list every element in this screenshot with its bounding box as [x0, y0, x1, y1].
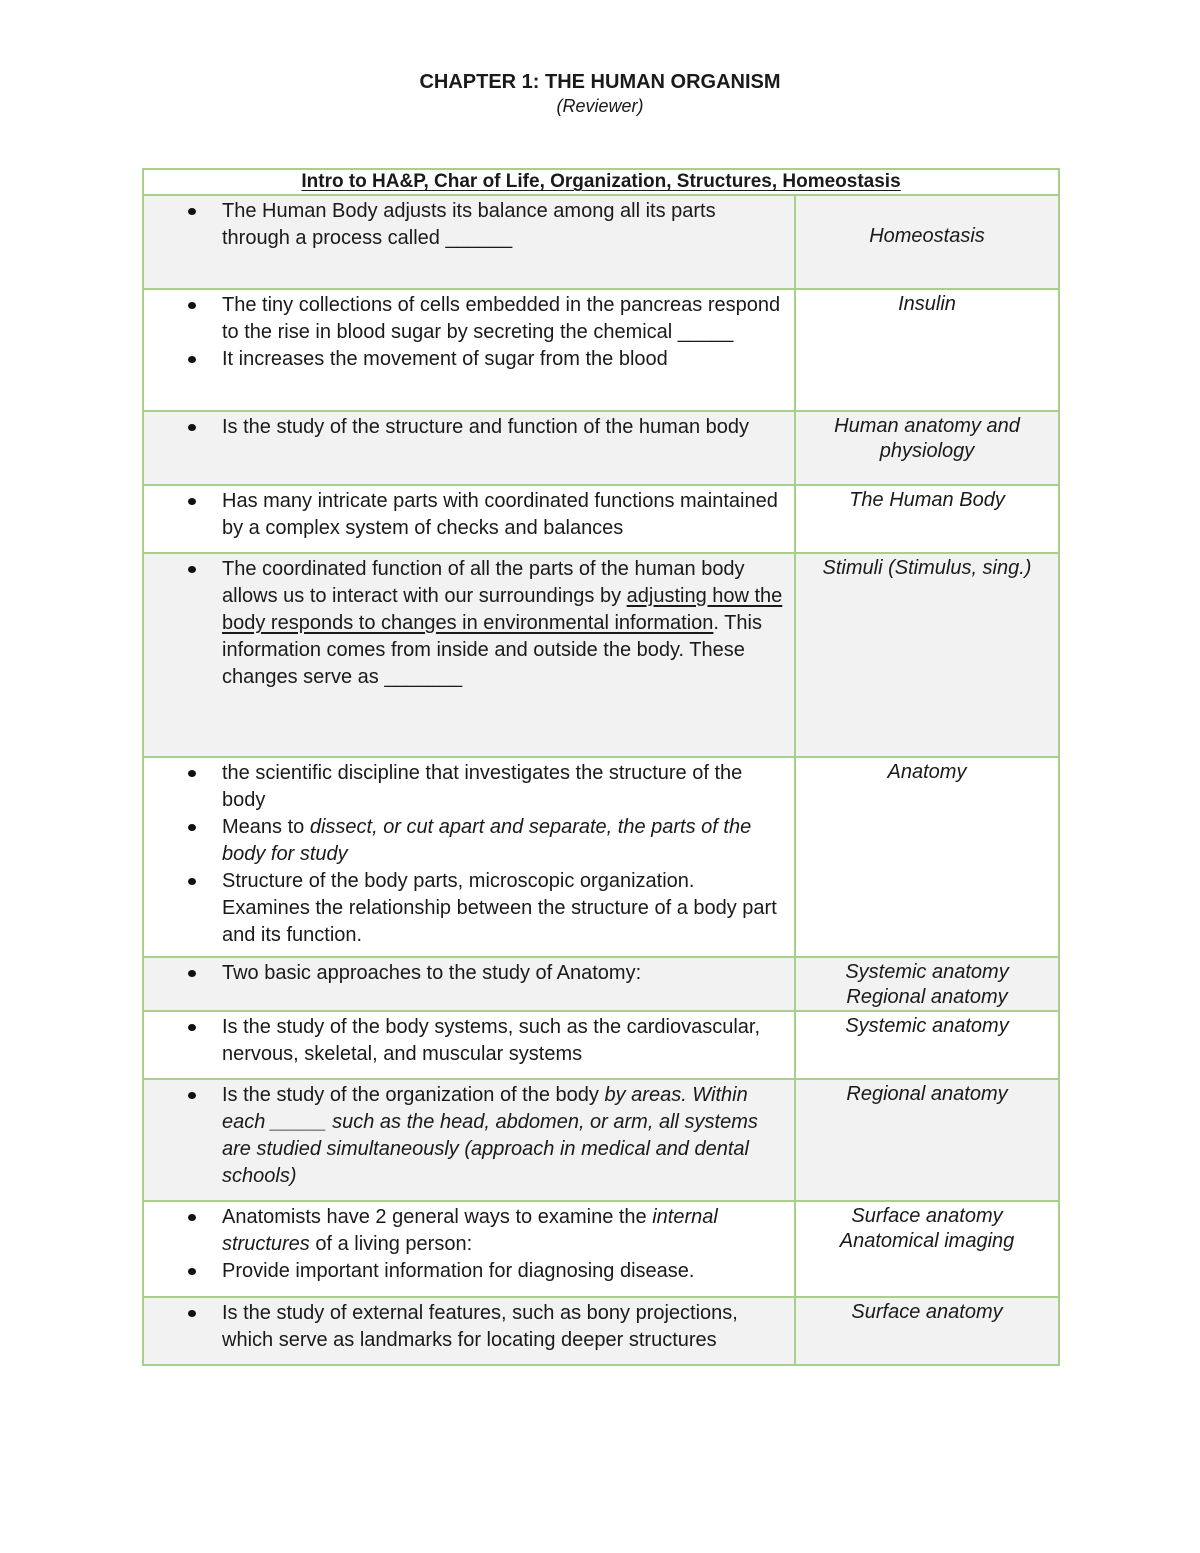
answer-cell [795, 485, 1059, 553]
list-item: Provide important information for diagnosing disease. [144, 1258, 784, 1285]
question-cell [143, 957, 795, 1011]
answer-text: Surface anatomy [851, 1301, 1003, 1323]
answer-cell [795, 757, 1059, 957]
answer-text: Surface anatomy [851, 1205, 1003, 1227]
reviewer-table [142, 168, 1060, 1366]
list-item: The tiny collections of cells embedded in the pancreas respond to the rise in blood sugar by secreting the chemical _____ [144, 292, 784, 346]
answer-cell [795, 411, 1059, 485]
table-row [143, 485, 1059, 553]
answer-cell [795, 1297, 1059, 1365]
bullet-icon [188, 302, 196, 309]
list-item: The Human Body adjusts its balance among all its parts through a process called ______ [144, 198, 784, 252]
table-row [143, 553, 1059, 757]
bullet-icon [188, 356, 196, 363]
question-cell [143, 553, 795, 757]
bullet-icon [188, 1092, 196, 1099]
bullet-icon [188, 770, 196, 777]
bullet-icon [188, 208, 196, 215]
answer-cell [795, 1011, 1059, 1079]
answer-text: Homeostasis [869, 225, 985, 247]
answer-cell [795, 195, 1059, 289]
list-item: Is the study of the structure and function of the human body [144, 414, 784, 441]
table-row [143, 757, 1059, 957]
list-item: Is the study of external features, such as bony projections, which serve as landmarks for locating deeper structures [144, 1300, 784, 1354]
question-cell [143, 195, 795, 289]
bullet-icon [188, 878, 196, 885]
table-row [143, 289, 1059, 411]
table-row [143, 1079, 1059, 1201]
answer-cell [795, 1079, 1059, 1201]
list-item: Means to dissect, or cut apart and separate, the parts of the body for study [144, 814, 784, 868]
answer-cell [795, 1201, 1059, 1297]
table-row [143, 411, 1059, 485]
table-row [143, 957, 1059, 1011]
answer-text: Insulin [898, 293, 956, 315]
answer-text: The Human Body [849, 489, 1005, 511]
table-row [143, 1011, 1059, 1079]
question-cell [143, 757, 795, 957]
list-item: the scientific discipline that investigates the structure of the body [144, 760, 784, 814]
question-cell [143, 1297, 795, 1365]
bullet-icon [188, 970, 196, 977]
table-row [143, 1201, 1059, 1297]
list-item: Is the study of the body systems, such as the cardiovascular, nervous, skeletal, and muscular systems [144, 1014, 784, 1068]
bullet-icon [188, 1214, 196, 1221]
question-cell [143, 289, 795, 411]
table-header-row [143, 169, 1059, 195]
question-cell [143, 1079, 795, 1201]
question-cell [143, 485, 795, 553]
answer-text: Regional anatomy [846, 1083, 1008, 1105]
bullet-icon [188, 566, 196, 573]
question-cell [143, 411, 795, 485]
document-title: CHAPTER 1: THE HUMAN ORGANISM [419, 71, 781, 93]
list-item: Anatomists have 2 general ways to examine the internal structures of a living person: [144, 1204, 784, 1258]
question-cell [143, 1011, 795, 1079]
list-item: Two basic approaches to the study of Anatomy: [144, 960, 784, 987]
bullet-icon [188, 824, 196, 831]
answer-cell [795, 553, 1059, 757]
list-item: Is the study of the organization of the body by areas. Within each _____ such as the head, abdomen, or arm, all systems are studied simultaneously (approach in medical and dental schools) [144, 1082, 784, 1190]
bullet-icon [188, 1024, 196, 1031]
list-item: The coordinated function of all the parts of the human body allows us to interact with our surroundings by adjusting how the body responds to changes in environmental information. This information comes from inside and outside the body. These changes serve as _______ [144, 556, 784, 691]
answer-cell [795, 289, 1059, 411]
list-item: It increases the movement of sugar from the blood [144, 346, 784, 373]
bullet-icon [188, 1268, 196, 1275]
table-header: Intro to HA&P, Char of Life, Organization, Structures, Homeostasis [143, 169, 1059, 195]
table-row [143, 1297, 1059, 1365]
answer-text: Regional anatomy [846, 986, 1008, 1008]
bullet-icon [188, 424, 196, 431]
table-row [143, 195, 1059, 289]
answer-text: Stimuli (Stimulus, sing.) [822, 557, 1032, 579]
list-item: Structure of the body parts, microscopic organization. Examines the relationship between the structure of a body part and its function. [144, 868, 784, 949]
answer-text: Human anatomy and physiology [834, 415, 1020, 462]
underlined-text: adjusting how the body responds to changes in environmental information [222, 585, 783, 634]
document-subtitle: (Reviewer) [556, 96, 644, 116]
bullet-icon [188, 498, 196, 505]
question-cell [143, 1201, 795, 1297]
answer-text: Systemic anatomy [845, 961, 1009, 983]
answer-text: Anatomy [887, 761, 967, 783]
bullet-icon [188, 1310, 196, 1317]
answer-text: Anatomical imaging [839, 1230, 1015, 1252]
list-item: Has many intricate parts with coordinated functions maintained by a complex system of checks and balances [144, 488, 784, 542]
answer-text: Systemic anatomy [845, 1015, 1009, 1037]
answer-cell [795, 957, 1059, 1011]
